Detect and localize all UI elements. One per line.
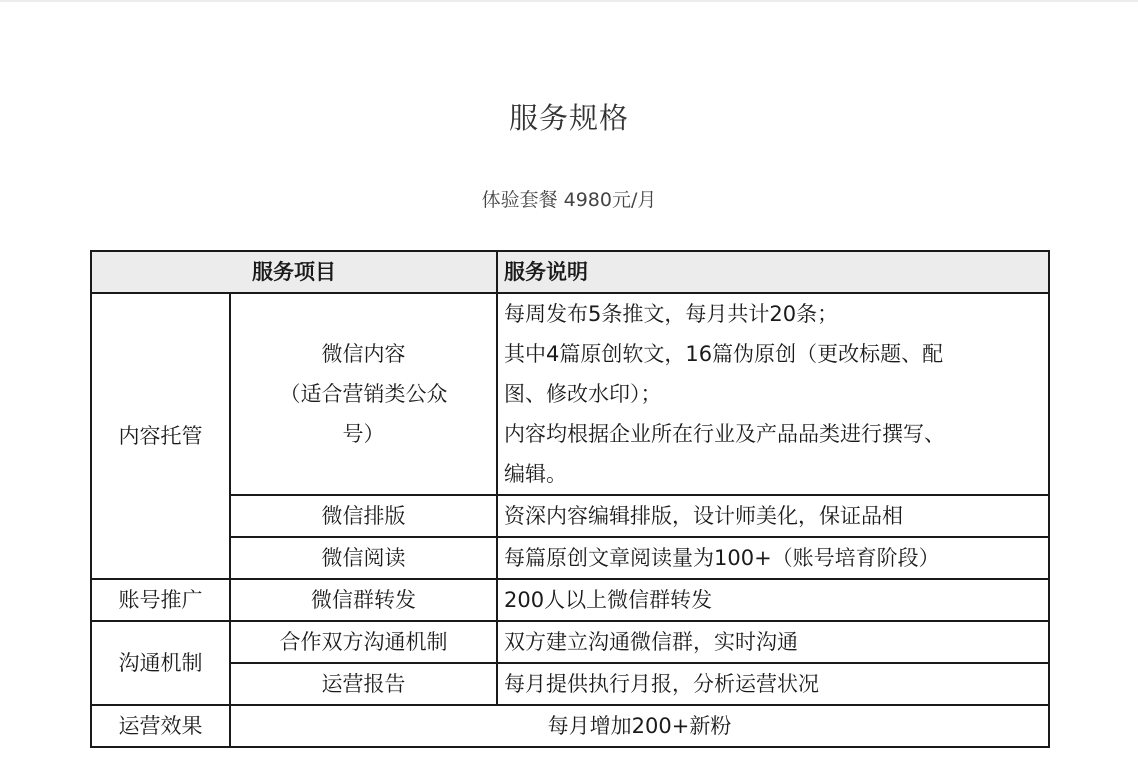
package-price-subtitle: 体验套餐 4980元/月 xyxy=(481,189,657,211)
header-service-items: 服务项目 xyxy=(91,251,497,293)
item-line: 微信内容 xyxy=(321,342,406,366)
description-line: 其中4篇原创软文，16篇伪原创（更改标题、配 xyxy=(504,342,944,366)
table-row xyxy=(91,579,1049,621)
category-cell: 内容托管 xyxy=(91,293,230,579)
item-cell: 微信群转发 xyxy=(230,579,497,621)
page-title: 服务规格 xyxy=(508,101,629,135)
table-row xyxy=(91,495,1049,537)
item-cell: 微信排版 xyxy=(230,495,497,537)
description-cell: 每篇原创文章阅读量为100+（账号培育阶段） xyxy=(497,537,1049,579)
item-cell xyxy=(230,293,497,495)
description-cell: 资深内容编辑排版，设计师美化，保证品相 xyxy=(497,495,1049,537)
item-line: （适合营销类公众 xyxy=(279,382,448,406)
description-cell: 200人以上微信群转发 xyxy=(497,579,1049,621)
service-spec-table xyxy=(90,250,1050,748)
table-row xyxy=(91,293,1049,495)
item-cell: 运营报告 xyxy=(230,663,497,705)
header-service-description: 服务说明 xyxy=(497,251,1049,293)
item-cell: 微信阅读 xyxy=(230,537,497,579)
category-cell: 账号推广 xyxy=(91,579,230,621)
item-cell: 合作双方沟通机制 xyxy=(230,621,497,663)
category-cell: 运营效果 xyxy=(91,705,230,747)
table-row xyxy=(91,663,1049,705)
result-cell: 每月增加200+新粉 xyxy=(230,705,1049,747)
description-line: 内容均根据企业所在行业及产品品类进行撰写、 xyxy=(504,422,945,446)
table-row xyxy=(91,621,1049,663)
description-cell: 每月提供执行月报，分析运营状况 xyxy=(497,663,1049,705)
table-header-row xyxy=(91,251,1049,293)
description-cell: 双方建立沟通微信群，实时沟通 xyxy=(497,621,1049,663)
description-line: 编辑。 xyxy=(504,462,567,486)
description-line: 图、修改水印）； xyxy=(504,382,662,406)
table-row xyxy=(91,537,1049,579)
item-line: 号） xyxy=(342,422,385,446)
top-divider xyxy=(0,0,1138,2)
table-row xyxy=(91,705,1049,747)
description-line: 每周发布5条推文，每月共计20条； xyxy=(504,302,839,326)
category-cell: 沟通机制 xyxy=(91,621,230,705)
description-cell xyxy=(497,293,1049,495)
